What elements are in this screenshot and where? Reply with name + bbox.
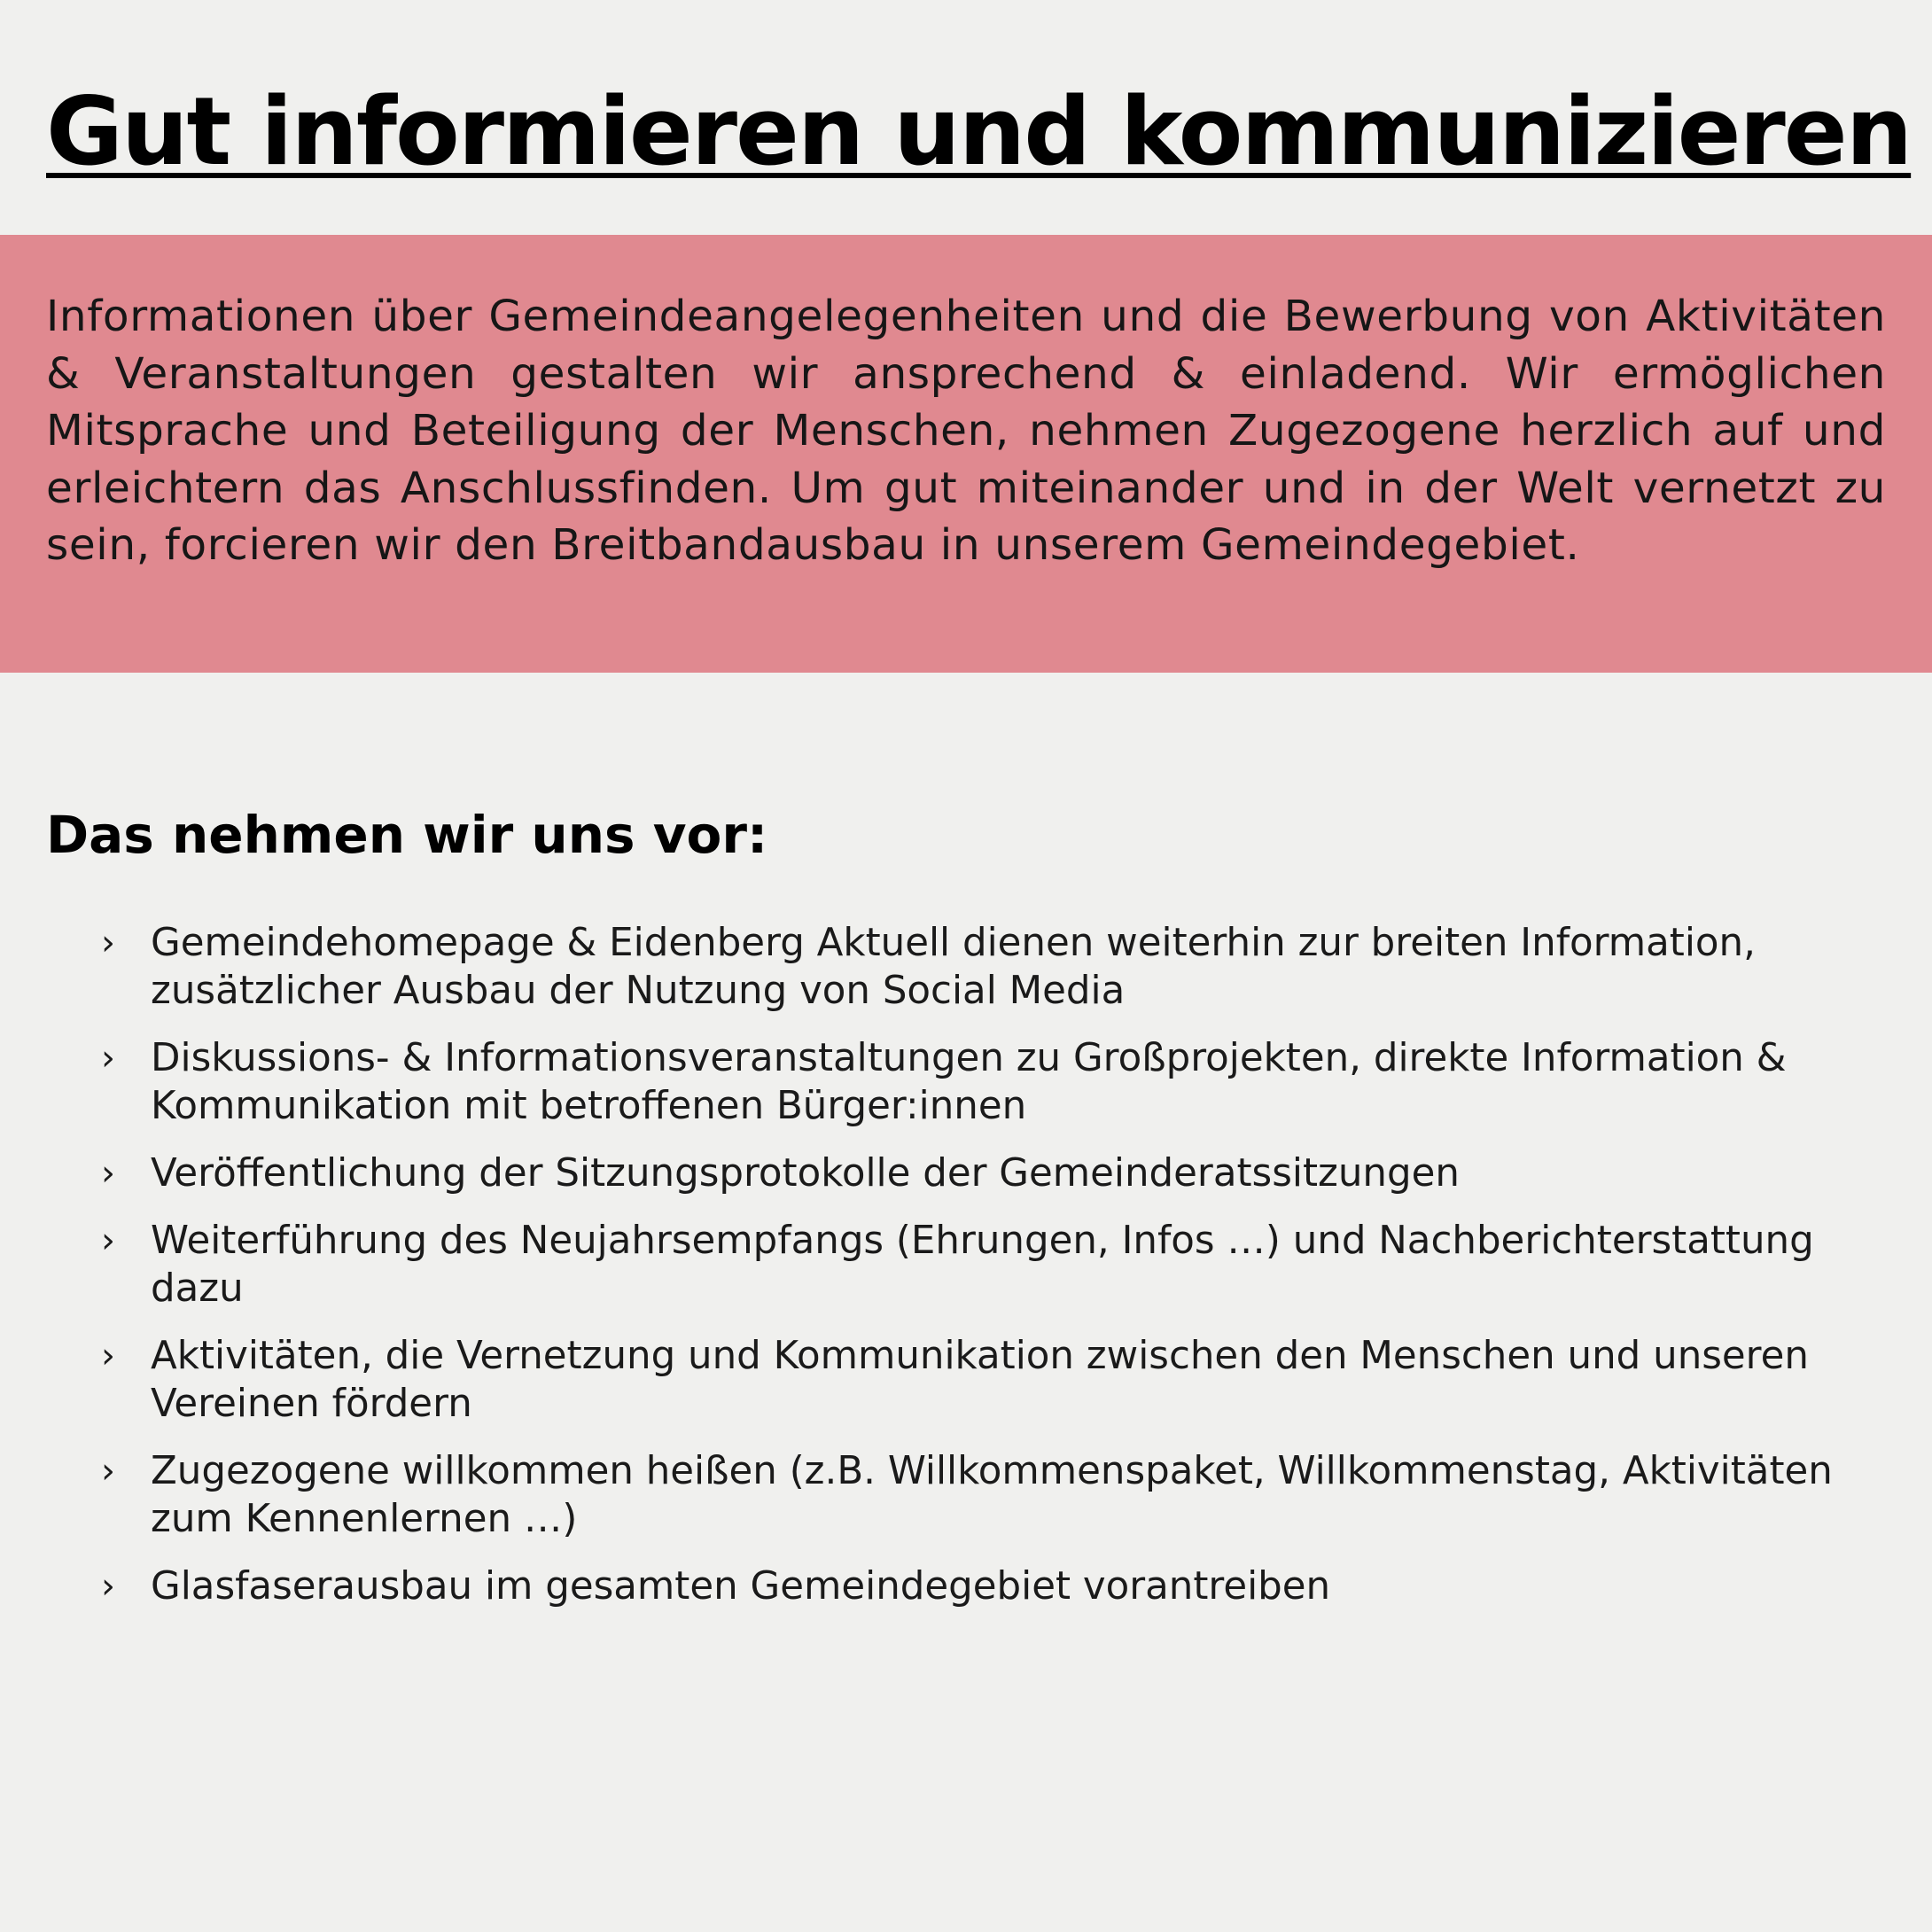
plans-heading: Das nehmen wir uns vor: (46, 805, 768, 865)
chevron-right-icon: › (101, 1336, 115, 1376)
list-item-text: Glasfaserausbau im gesamten Gemeindegebiet vorantreiben (151, 1564, 1331, 1609)
list-item-text: Gemeindehomepage & Eidenberg Aktuell dienen weiterhin zur breiten Information, zusätzlicher Ausbau der Nutzung von Social Media (151, 921, 1756, 1013)
chevron-right-icon: › (101, 923, 115, 963)
list-item-text: Veröffentlichung der Sitzungsprotokolle der Gemeinderatssitzungen (151, 1151, 1460, 1196)
list-item (0, 1447, 1932, 1543)
page-title-text: Gut informieren und kommunizieren (46, 77, 1912, 186)
list-item (0, 1332, 1932, 1428)
intro-text: Informationen über Gemeindeangelegenheiten und die Bewerbung von Aktivitäten & Veranstaltungen gestalten wir ansprechend & einladend. Wir ermöglichen Mitsprache und Beteiligung der Menschen, nehmen Zugezogene herzlich auf und erleichtern das Anschlussfinden. Um gut miteinander und in der Welt vernetzt zu sein, forcieren wir den Breitbandausbau in unserem Gemeindegebiet. (46, 292, 1886, 571)
plans-list (0, 919, 1932, 1630)
list-item-text: Diskussions- & Informationsveranstaltungen zu Großprojekten, direkte Information & Kommunikation mit betroffenen Bürger:innen (151, 1036, 1787, 1128)
list-item (0, 1034, 1932, 1130)
intro-box (0, 235, 1932, 673)
chevron-right-icon: › (101, 1566, 115, 1607)
chevron-right-icon: › (101, 1038, 115, 1079)
list-item-text: Weiterführung des Neujahrsempfangs (Ehrungen, Infos …) und Nachberichterstattung dazu (151, 1219, 1814, 1311)
list-item (0, 919, 1932, 1015)
list-item (0, 1217, 1932, 1313)
chevron-right-icon: › (101, 1451, 115, 1492)
list-item (0, 1149, 1932, 1197)
list-item-text: Aktivitäten, die Vernetzung und Kommunikation zwischen den Menschen und unseren Vereinen fördern (151, 1334, 1809, 1426)
list-item-text: Zugezogene willkommen heißen (z.B. Willkommenspaket, Willkommenstag, Aktivitäten zum Kennenlernen …) (151, 1449, 1833, 1541)
page-title (46, 77, 1912, 186)
chevron-right-icon: › (101, 1153, 115, 1194)
list-item (0, 1562, 1932, 1610)
chevron-right-icon: › (101, 1220, 115, 1261)
